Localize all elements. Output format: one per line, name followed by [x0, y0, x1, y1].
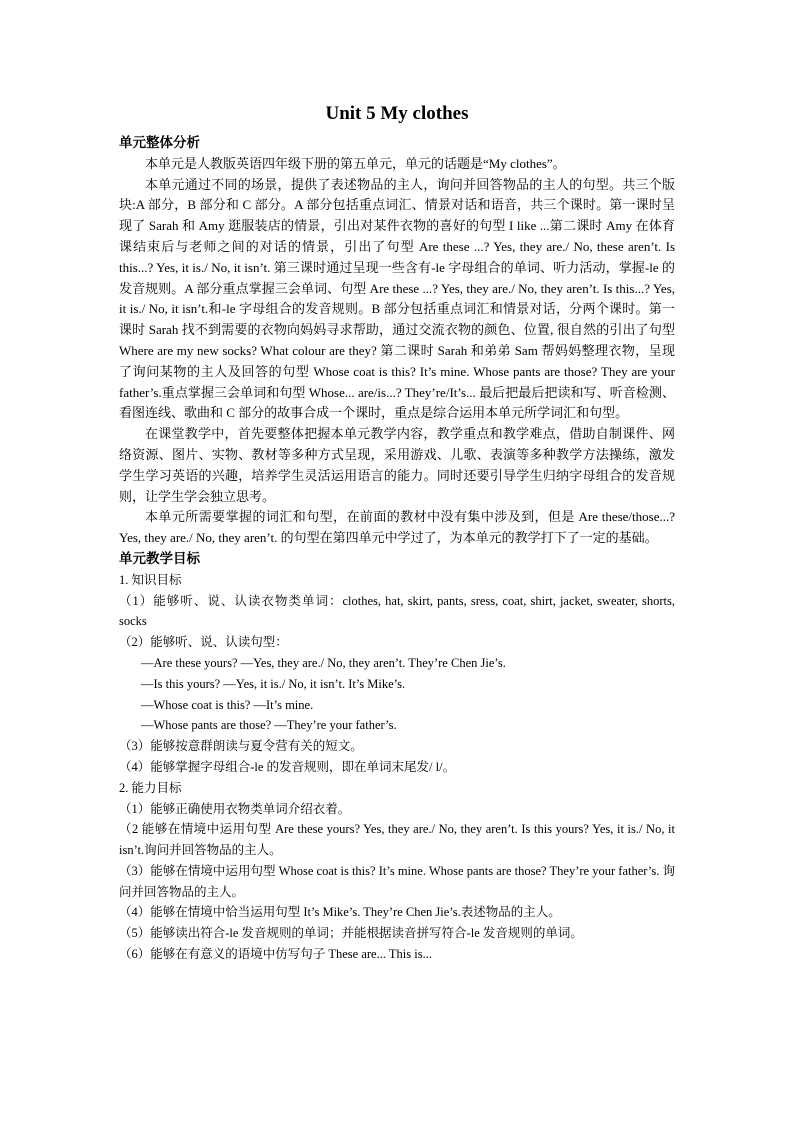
ability-goal-item: （2 能够在情境中运用句型 Are these yours? Yes, they are./ No, they aren’t. Is this yours? Yes, it is./ No, it isn’t.询问并回答物品的主人。	[119, 822, 675, 858]
dialog-line: —Are these yours? —Yes, they are./ No, they aren’t. They’re Chen Jie’s.	[141, 655, 506, 670]
knowledge-goal-item: （1）能够听、说、认读衣物类单词：clothes, hat, skirt, pants, sress, coat, shirt, jacket, sweater, shorts, socks	[119, 593, 675, 629]
dialog-line: —Whose coat is this? —It’s mine.	[141, 697, 314, 712]
knowledge-goal-item: （2）能够听、说、认读句型：	[119, 635, 288, 650]
dialog-line: —Is this yours? —Yes, it is./ No, it isn’t. It’s Mike’s.	[141, 676, 406, 691]
ability-goal-item: （1）能够正确使用衣物类单词介绍衣着。	[119, 801, 351, 816]
section-heading-teaching-goals: 单元教学目标	[119, 550, 200, 566]
knowledge-goals-title: 1. 知识目标	[119, 572, 182, 587]
document-page	[119, 100, 675, 965]
section-heading-unit-analysis: 单元整体分析	[119, 135, 200, 150]
knowledge-goal-item: （4）能够掌握字母组合-le 的发音规则，即在单词末尾发/ l/。	[119, 759, 456, 774]
analysis-paragraph: 在课堂教学中，首先要整体把握本单元教学内容，教学重点和教学难点，借助自制课件、网络资源、图片、实物、教材等多种方式呈现，采用游戏、儿歌、表演等多种教学方法操练，激发学生学习英语的兴趣，培养学生灵活运用语言的能力。同时还要引导学生归纳字母组合的发音规则，让学生学会独立思考。	[119, 426, 675, 504]
analysis-paragraph: 本单元所需要掌握的词汇和句型，在前面的教材中没有集中涉及到，但是 Are these/those...? Yes, they are./ No, they aren’t. 的句型在第四单元中学过了，为本单元的教学打下了一定的基础。	[119, 509, 675, 546]
ability-goal-item: （4）能够在情境中恰当运用句型 It’s Mike’s. They’re Chen Jie’s.表述物品的主人。	[119, 905, 561, 920]
knowledge-goal-item: （3）能够按意群朗读与夏令营有关的短文。	[119, 739, 363, 754]
ability-goal-item: （5）能够读出符合-le 发音规则的单词；并能根据读音拼写符合-le 发音规则的单词。	[119, 926, 583, 941]
analysis-paragraph: 本单元通过不同的场景，提供了表述物品的主人，询问并回答物品的主人的句型。共三个版块:A 部分，B 部分和 C 部分。A 部分包括重点词汇、情景对话和语音，共三个课时。第一课时呈现了 Sarah 和 Amy 逛服装店的情景，引出对某件衣物的喜好的句型 I like ...第二课时 Amy 在体育课结束后与老师之间的对话的情景，引出了句型 Are these ...? Yes, they are./ No, these aren’t. Is this...? Yes, it is./ No, it isn’t. 第三课时通过呈现一些含有-le 字母组合的单词、听力活动，掌握-le 的发音规则。A 部分重点掌握三会单词、句型 Are these ...? Yes, they are./ No, they aren’t. Is this...? Yes, it is./ No, it isn’t.和-le 字母组合的发音规则。B 部分包括重点词汇和情景对话，分两个课时。第一课时 Sarah 找不到需要的衣物向妈妈寻求帮助，通过交流衣物的颜色、位置, 很自然的引出了句型 Where are my new socks? What colour are they? 第二课时 Sarah 和弟弟 Sam 帮妈妈整理衣物，呈现了询问某物的主人及回答的句型 Whose coat is this? It’s mine. Whose pants are those? They are your father’s.重点掌握三会单词和句型 Whose... are/is...? They’re/It’s... 最后把最后把读和写、听音检测、看图连线、歌曲和 C 部分的故事合成一个课时，重点是综合运用本单元所学词汇和句型。	[119, 176, 675, 421]
document-title: Unit 5 My clothes	[325, 103, 469, 124]
analysis-paragraph: 本单元是人教版英语四年级下册的第五单元，单元的话题是“My clothes”。	[145, 155, 566, 171]
ability-goal-item: （3）能够在情境中运用句型 Whose coat is this? It’s mine. Whose pants are those? They’re your father’s. 询问并回答物品的主人。	[119, 863, 675, 899]
ability-goal-item: （6）能够在有意义的语境中仿写句子 These are... This is...	[119, 947, 432, 962]
dialog-line: —Whose pants are those? —They’re your father’s.	[141, 718, 397, 733]
ability-goals-title: 2. 能力目标	[119, 780, 182, 795]
